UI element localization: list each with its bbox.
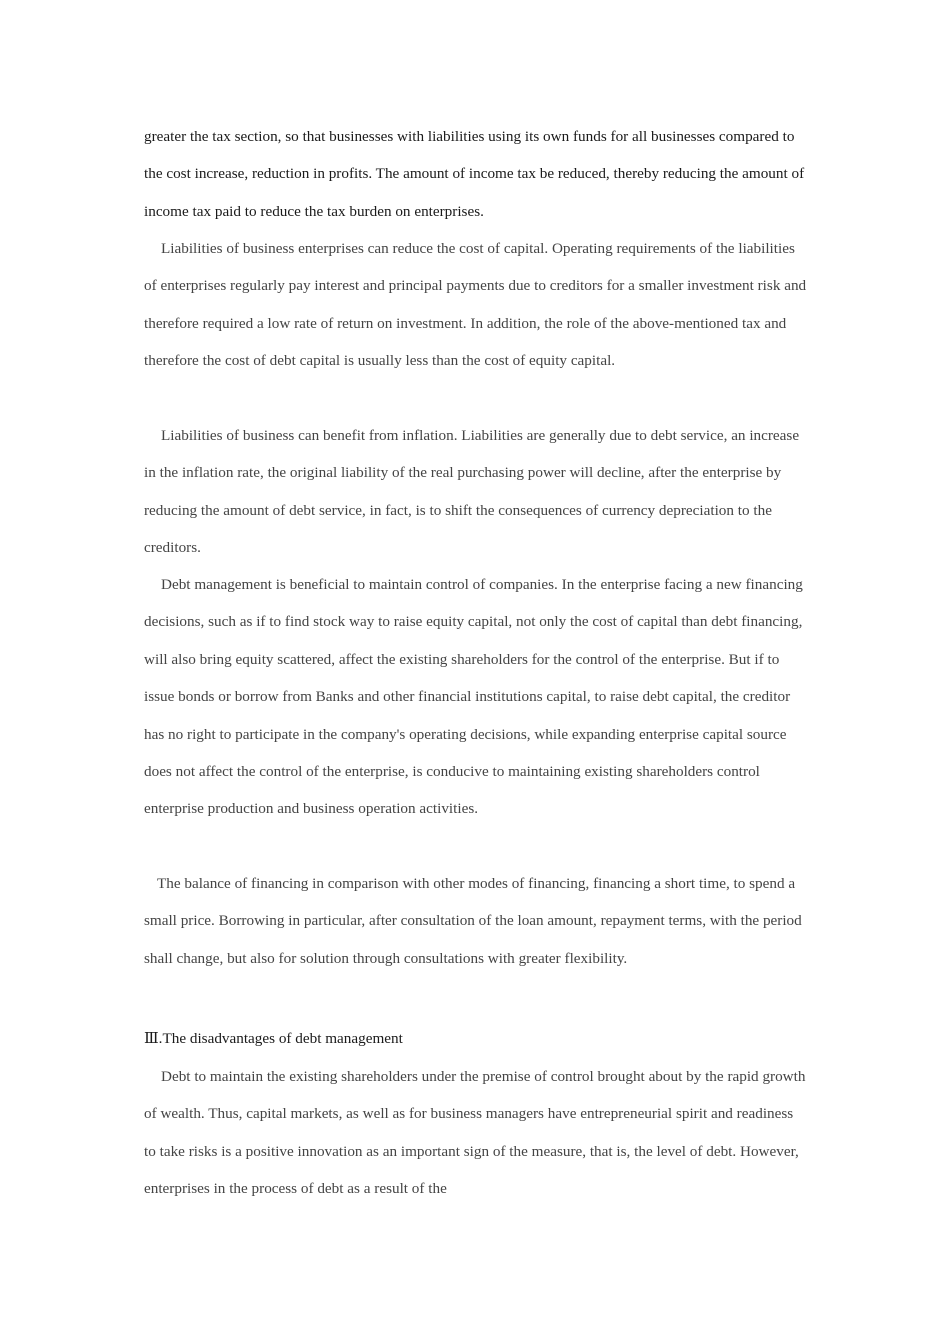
paragraph-continuation: greater the tax section, so that businesses with liabilities using its own funds for all businesses compared to the cost increase, reduction in profits. The amount of income tax be reduced, thereby reducing the amount of income tax paid to reduce the tax burden on enterprises.	[144, 128, 805, 220]
paragraph-financing-balance: The balance of financing in comparison with other modes of financing, financing a short time, to spend a small price. Borrowing in particular, after consultation of the loan amount, repayment terms, with the period shall change, but also for solution through consultations with greater flexibility.	[144, 875, 802, 967]
paragraph-cost-of-capital: Liabilities of business enterprises can reduce the cost of capital. Operating requirements of the liabilities of enterprises regularly pay interest and principal payments due to creditors for a smaller investment risk and therefore required a low rate of return on investment. In addition, the role of the above-mentioned tax and therefore the cost of debt capital is usually less than the cost of equity capital.	[144, 240, 807, 370]
paragraph-disadvantages: Debt to maintain the existing shareholders under the premise of control brought about by the rapid growth of wealth. Thus, capital markets, as well as for business managers have entrepreneurial spirit and readiness to take risks is a positive innovation as an important sign of the measure, that is, the level of debt. However, enterprises in the process of debt as a result of the	[144, 1068, 806, 1198]
paragraph-inflation: Liabilities of business can benefit from inflation. Liabilities are generally due to debt service, an increase in the inflation rate, the original liability of the real purchasing power will decline, after the enterprise by reducing the amount of debt service, in fact, is to shift the consequences of currency depreciation to the creditors.	[144, 427, 800, 557]
section-heading: Ⅲ.The disadvantages of debt management	[144, 1030, 403, 1047]
paragraph-control: Debt management is beneficial to maintain control of companies. In the enterprise facing a new financing decisions, such as if to find stock way to raise equity capital, not only the cost of capital than debt financing, will also bring equity scattered, affect the existing shareholders for the control of the enterprise. But if to issue bonds or borrow from Banks and other financial institutions capital, to raise debt capital, the creditor has no right to participate in the company's operating decisions, while expanding enterprise capital source does not affect the control of the enterprise, is conducive to maintaining existing shareholders control enterprise production and business operation activities.	[144, 576, 803, 818]
